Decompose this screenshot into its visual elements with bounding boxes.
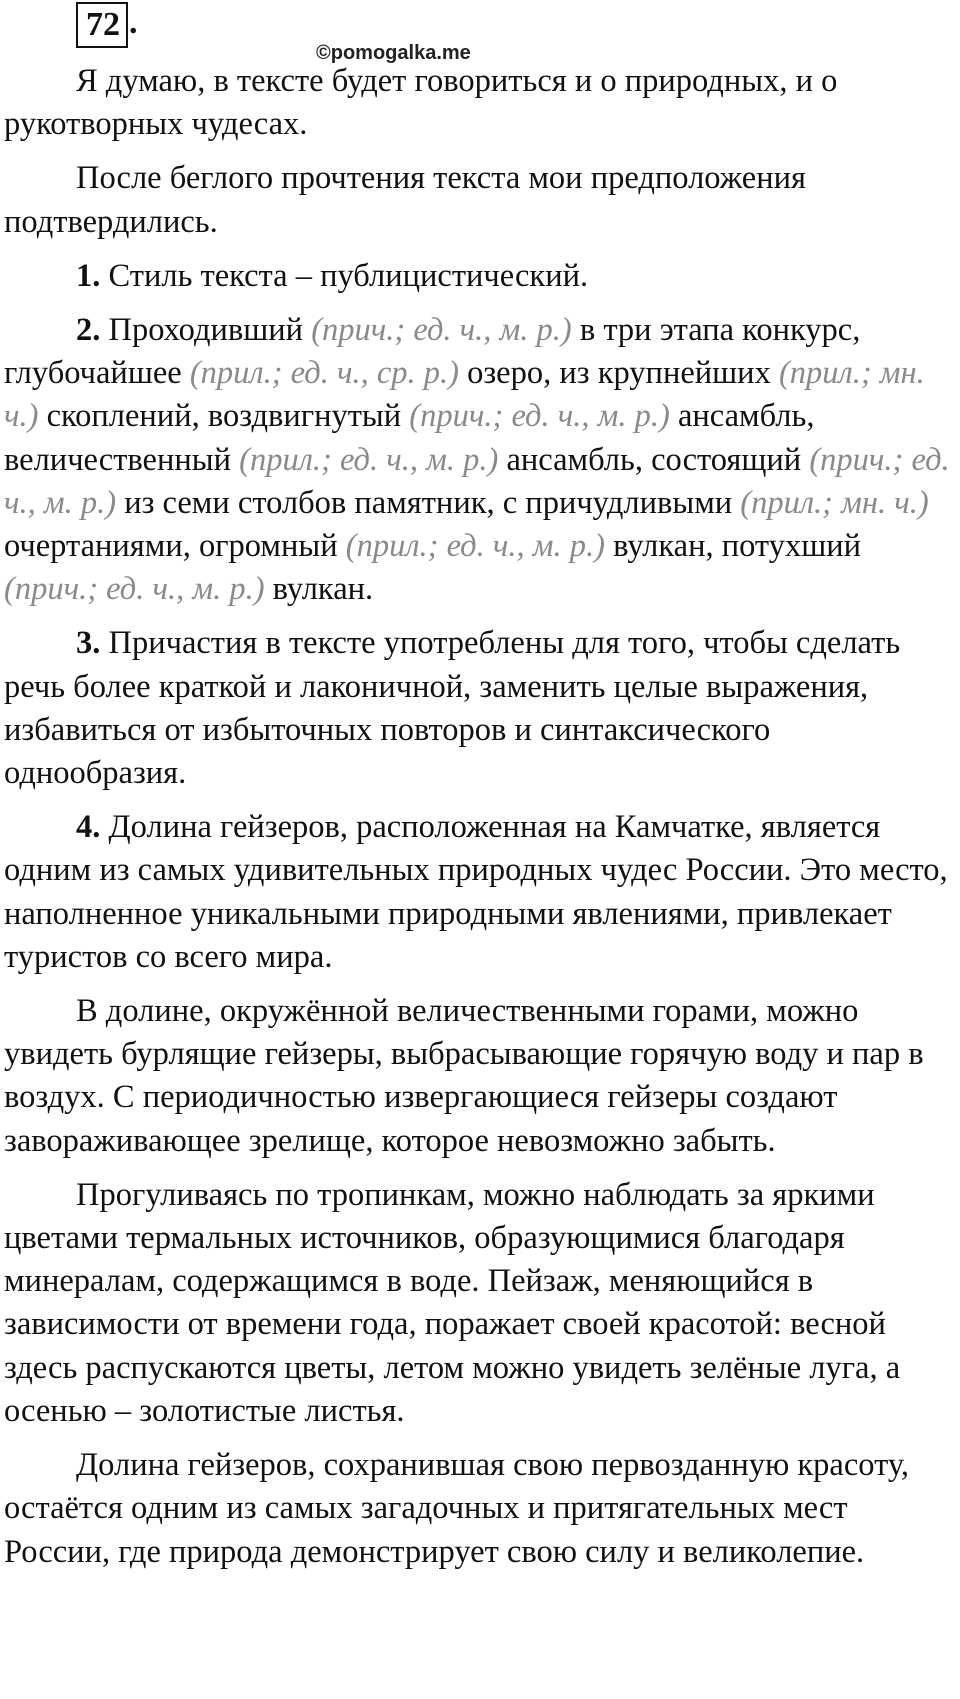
answer-2-text: ансамбль, состоящий: [498, 441, 810, 478]
paragraph-confirmation: После беглого прочтения текста мои предположения подтвердились.: [4, 160, 806, 240]
answer-2-text: в три этапа конкурс, глубочайшее: [4, 312, 861, 392]
grammar-note: (прич.; ед. ч., м. р.): [4, 571, 265, 608]
paragraph-paths: Прогуливаясь по тропинкам, можно наблюдать за яркими цветами термальных источников, образующимися благодаря минералам, содержащимся в воде. Пейзаж, меняющийся в зависимости от времени года, поражает своей красотой: весной здесь распускаются цветы, летом можно увидеть зелёные луга, а осенью – золотистые листья.: [4, 1176, 901, 1429]
answer-2-text: вулкан, потухший: [604, 528, 862, 565]
document-body: [4, 60, 952, 1585]
grammar-note: (прич.; ед. ч., м. р.): [311, 312, 572, 349]
paragraph-conclusion: Долина гейзеров, сохранившая свою первозданную красоту, остаётся одним из самых загадочных и притягательных мест России, где природа демонстрирует свою силу и великолепие.: [4, 1447, 909, 1570]
answer-2-text: ансамбль, величественный: [4, 398, 815, 478]
answer-1-label: 1.: [76, 257, 101, 294]
answer-2: [4, 309, 952, 611]
answer-3-label: 3.: [76, 625, 101, 662]
paragraph-valley: В долине, окружённой величественными горами, можно увидеть бурлящие гейзеры, выбрасывающие горячую воду и пар в воздух. С периодичностью извергающиеся гейзеры создают завораживающее зрелище, которое невозможно забыть.: [4, 993, 924, 1159]
grammar-note: (прил.; мн. ч.): [740, 484, 929, 521]
grammar-note: (прил.; ед. ч., м. р.): [239, 441, 499, 478]
grammar-note: (прил.; ед. ч., м. р.): [345, 528, 605, 565]
answer-1-text: Стиль текста – публицистический.: [100, 257, 589, 294]
grammar-note: (прич.; ед. ч., м. р.): [4, 441, 950, 521]
watermark: ©pomogalka.me: [316, 42, 471, 64]
answer-2-text: скоплений, воздвигнутый: [38, 398, 410, 435]
answer-2-label: 2.: [76, 312, 101, 349]
answer-2-text: очертаниями, огромный: [4, 528, 346, 565]
answer-4-text: Долина гейзеров, расположенная на Камчатке, является одним из самых удивительных природных чудес России. Это место, наполненное уникальными природными явлениями, привлекает туристов со всего мира.: [4, 809, 948, 975]
grammar-note: (прил.; мн. ч.): [4, 355, 925, 435]
grammar-note: (прил.; ед. ч., ср. р.): [189, 355, 459, 392]
answer-4-label: 4.: [76, 809, 101, 846]
answer-2-text: из семи столбов памятник, с причудливыми: [116, 484, 741, 521]
answer-3: [4, 622, 952, 795]
exercise-number: 72: [76, 2, 128, 48]
answer-4: [4, 806, 952, 979]
answer-2-text: вулкан.: [264, 571, 374, 608]
paragraph-intro: Я думаю, в тексте будет говориться и о природных, и о рукотворных чудесах.: [4, 63, 838, 143]
grammar-note: (прич.; ед. ч., м. р.): [409, 398, 670, 435]
answer-3-text: Причастия в тексте употреблены для того, чтобы сделать речь более краткой и лаконичной, заменить целые выражения, избавиться от избыточных повторов и синтаксического однообразия.: [4, 625, 901, 792]
answer-2-text: озеро, из крупнейших: [458, 355, 779, 392]
exercise-number-dot: .: [129, 4, 138, 41]
answer-1: [4, 255, 952, 298]
answer-2-text: Проходивший: [100, 312, 312, 349]
